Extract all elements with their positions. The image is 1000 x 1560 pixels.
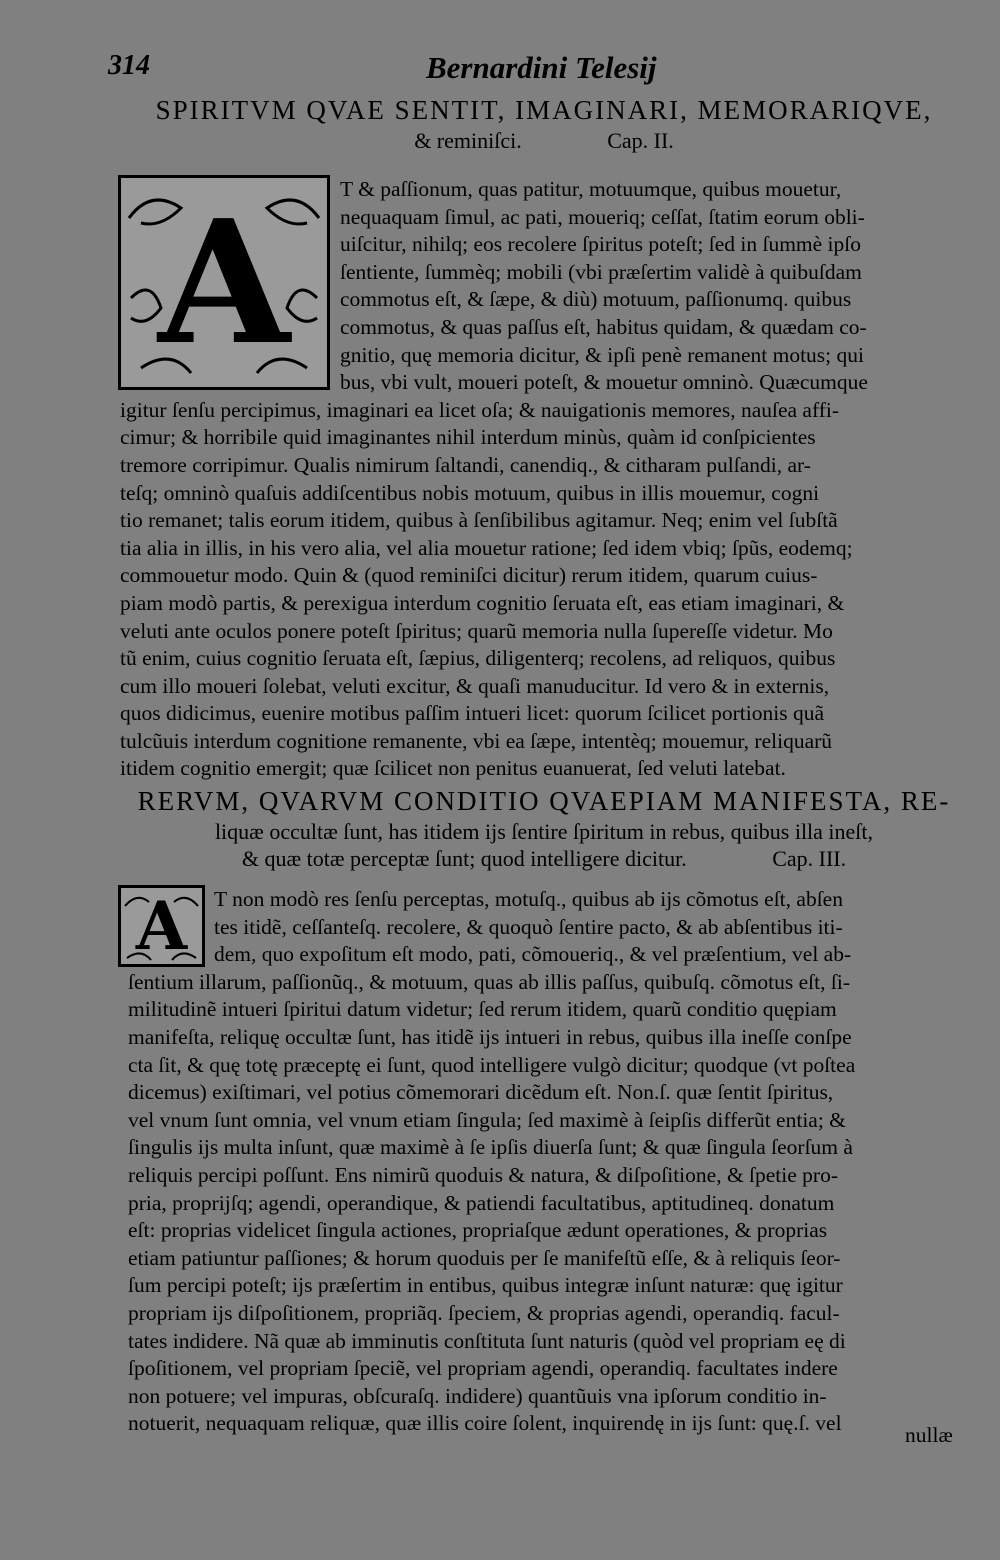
text-line: tulcũuis interdum cognitione remanente, vbi ea ſæpe, intentèq; mouemur, reliquarũ — [120, 728, 833, 753]
dropcap-letter: A — [158, 182, 290, 383]
text-line: ſum percipi poteſt; ijs præſertim in entibus, quibus integræ inſunt naturæ: quę igitur — [128, 1273, 843, 1298]
text-line: eſt: proprias videlicet ſingula actiones, propriaſque ædunt operationes, & proprias — [128, 1218, 828, 1243]
chapter-2-title-line2: & reminiſci. — [414, 128, 522, 153]
chapter-2-cap-label: Cap. II. — [607, 128, 674, 153]
text-line: tates indidere. Nã quæ ab imminutis conſtituta ſunt naturis (quòd vel propriam eę di — [128, 1328, 846, 1353]
text-line: cta ſit, & quę totę præceptę ei ſunt, quod intelligere vulgò dicitur; quodque (vt poſtea — [128, 1052, 856, 1077]
running-head: Bernardini Telesij — [426, 50, 657, 85]
chapter-3-title-line2: liquæ occultæ ſunt, has itidem ijs ſentire ſpiritum in rebus, quibus illa ineſt, — [214, 819, 874, 844]
chapter-3-heading — [118, 785, 970, 872]
text-line: commotus, & quas paſſus eſt, habitus quidam, & quædam co- — [340, 314, 867, 339]
text-line: teſq; omninò quaſuis addiſcentibus nobis motuum, quibus in illis mouemur, cogni — [120, 480, 820, 505]
text-line: cimur; & horribile quid imaginantes nihil interdum minùs, quàm id conſpicientes — [120, 425, 816, 450]
text-line: uiſcitur, nihilq; eos recolere ſpiritus poteſt; ſed in ſummè ipſo — [340, 232, 862, 257]
chapter-2-text — [120, 176, 952, 783]
chapter-3-subtitle — [118, 845, 970, 872]
text-line: T non modò res ſenſu perceptas, motuſq., quibus ab ijs cõmotus eſt, abſen — [214, 887, 843, 911]
text-line: bus, vbi vult, moueri poteſt, & mouetur omninò. Quæcumque — [340, 370, 868, 395]
chapter-2-subtitle — [118, 127, 970, 154]
text-line: tes itidẽ, ceſſanteſq. recolere, & quoquò ſentire pacto, & ab abſentibus iti- — [214, 914, 843, 939]
text-line: manifeſta, reliquę occultæ ſunt, has itidẽ ijs intueri in rebus, quibus illa ineſſe conſpe — [128, 1024, 852, 1049]
chapter-3-title: RERVM, QVARVM CONDITIO QVAEPIAM MANIFESTA, RE- — [137, 786, 951, 816]
text-line: tia alia in illis, in his vero alia, vel alia mouetur ratione; ſed idem vbiq; ſpũs, eodemq; — [120, 535, 853, 560]
chapter-2-heading — [118, 94, 970, 154]
text-line: gnitio, quę memoria dicitur, & ipſi penè remanent motus; qui — [340, 342, 864, 367]
page-header — [108, 48, 988, 98]
text-line: tremore corripimur. Qualis nimirum ſaltandi, canendiq., & citharam pulſandi, ar- — [120, 452, 811, 477]
chapter-3-title-line3: & quæ totæ perceptæ ſunt; quod intelligere dicitur. — [241, 846, 687, 871]
text-line: tio remanet; talis eorum itidem, quibus à ſenſibilibus agitamur. Neq; enim vel ſubſtã — [120, 508, 838, 533]
chapter-3-text — [128, 886, 960, 1438]
text-line: cum illo moueri ſolebat, veluti excitur, & quaſi manuducitur. Id vero & in externis, — [120, 673, 830, 698]
text-line: non potuere; vel impuras, obſcuraſq. indidere) quantũuis vna ipſorum conditio in- — [128, 1383, 827, 1408]
chapter-2-title: SPIRITVM QVAE SENTIT, IMAGINARI, MEMORARIQVE, — [155, 95, 933, 125]
text-line: quos didicimus, euenire motibus paſſim intueri licet: quorum ſcilicet portionis quã — [120, 701, 824, 726]
text-line: propriam ijs diſpoſitionem, propriãq. ſpeciem, & proprias agendi, operandiq. facul- — [128, 1300, 840, 1325]
text-line: piam modò partis, & perexigua interdum cognitio ſeruata eſt, eas etiam imaginari, & — [120, 590, 845, 615]
text-line: igitur ſenſu percipimus, imaginari ea licet oſa; & nauigationis memores, nauſea affi- — [120, 397, 840, 422]
chapter-3-cap-label: Cap. III. — [772, 846, 847, 871]
text-line: T & paſſionum, quas patitur, motuumque, quibus mouetur, — [340, 177, 842, 201]
dropcap-letter-small: A — [135, 887, 188, 965]
text-line: tũ enim, cuius cognitio ſeruata eſt, ſæpius, diligenterq; recolens, ad reliquos, quibus — [120, 646, 836, 671]
text-line: itidem cognitio emergit; quæ ſcilicet non penitus euanuerat, ſed veluti latebat. — [120, 756, 786, 781]
page-number: 314 — [108, 50, 150, 81]
text-line: dem, quo expoſitum eſt modo, pati, cõmoueriq., & vel præſentium, vel ab- — [214, 942, 852, 967]
text-line: dicemus) exiſtimari, vel potius cõmemorari dicẽdum eſt. Non.ſ. quæ ſentit ſpiritus, — [128, 1080, 834, 1105]
text-line: ſentiente, ſummèq; mobili (vbi præſertim validè à quibuſdam — [340, 259, 862, 284]
text-line: nequaquam ſimul, ac pati, moueriq; ceſſat, ſtatim eorum obli- — [340, 204, 865, 229]
text-line: notuerit, nequaquam reliquæ, quæ illis coire ſolent, inquirendę in ijs ſunt: quę.ſ. vel — [128, 1411, 842, 1436]
text-line: ſingulis ijs multa inſunt, quæ maximè à ſe ipſis diuerſa ſunt; & quæ ſingula ſeorſum à — [128, 1135, 853, 1160]
text-line: commouetur modo. Quin & (quod reminiſci dicitur) rerum itidem, quarum cuius- — [120, 563, 818, 588]
catchword: nullæ — [905, 1423, 953, 1447]
text-line: commotus eſt, & ſæpe, & diù) motuum, paſſionumq. quibus — [340, 287, 852, 312]
text-line: militudinẽ intueri ſpiritui datum videtur; ſed rerum itidem, quarũ conditio quępiam — [128, 997, 837, 1022]
text-line: ſpoſitionem, vel propriam ſpeciẽ, vel propriam agendi, operandiq. facultates indere — [128, 1356, 838, 1381]
text-line: pria, proprijſq; agendi, operandique, & patiendi facultatibus, aptitudineq. donatum — [128, 1190, 835, 1215]
text-line: reliquis percipi poſſunt. Ens nimirũ quoduis & natura, & diſpoſitione, & ſpetie pro- — [128, 1162, 838, 1187]
text-line: vel vnum ſunt omnia, vel vnum etiam ſingula; ſed maximè à ſeipſis differũt entia; & — [128, 1107, 846, 1132]
text-line: veluti ante oculos ponere poteſt ſpiritus; quarũ memoria nulla ſupereſſe videtur. Mo — [120, 618, 833, 643]
text-line: ſentium illarum, paſſionũq., & motuum, quas ab illis paſſus, quibuſq. cõmotus eſt, ſi- — [128, 969, 850, 994]
text-line: etiam patiuntur paſſiones; & horum quoduis per ſe manifeſtũ eſſe, & à reliquis ſeor- — [128, 1245, 841, 1270]
